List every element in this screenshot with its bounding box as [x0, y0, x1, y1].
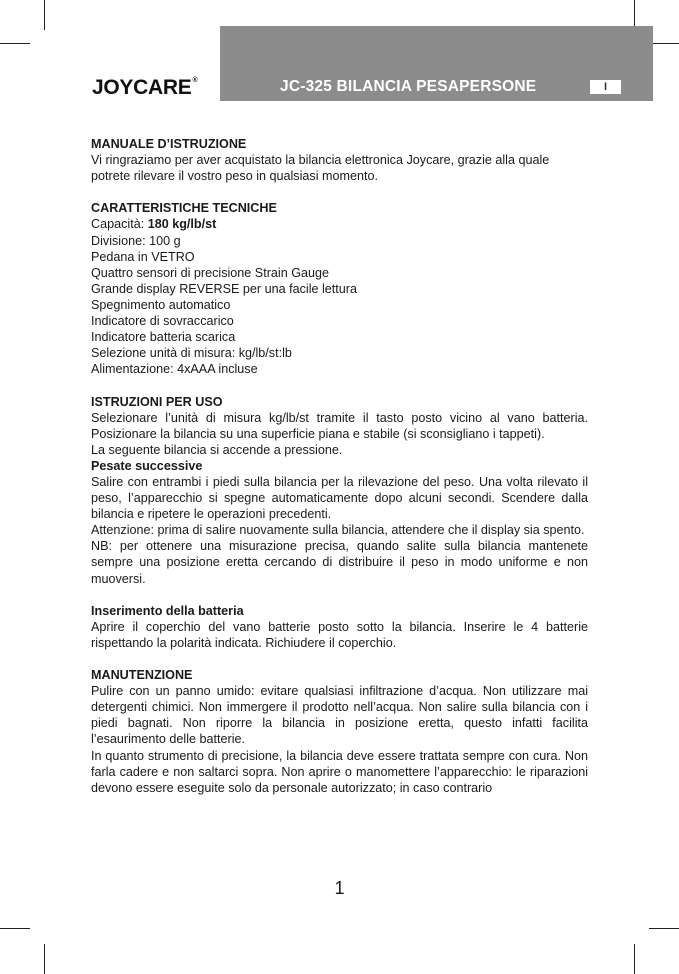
- section-heading: MANUTENZIONE: [91, 668, 193, 683]
- spec-item: Quattro sensori di precisione Strain Gauge: [91, 265, 330, 280]
- paragraph: Salire con entrambi i piedi sulla bilancia per la rilevazione del peso. Una volta rilevato il peso, l’apparecchio si spegne automaticamente dopo alcuni secondi. Scendere dalla bilancia e ripetere le operazioni precedenti.: [91, 474, 588, 522]
- spec-item: Indicatore batteria scarica: [91, 330, 236, 345]
- crop-mark: [634, 944, 635, 974]
- page-number: 1: [334, 878, 345, 898]
- spec-item: Selezione unità di misura: kg/lb/st:lb: [91, 346, 292, 361]
- paragraph: Selezionare l’unità di misura kg/lb/st tramite il tasto posto vicino al vano batteria. Posizionare la bilancia su una superficie piana e stabile (si sconsigliano i tappeti).: [91, 410, 588, 441]
- paragraph: La seguente bilancia si accende a pressione.: [91, 442, 343, 457]
- paragraph: In quanto strumento di precisione, la bilancia deve essere trattata sempre con cura. Non farla cadere e non saltarci sopra. Non aprire o manomettere l’apparecchio: le riparazioni devono essere eseguite solo da personale autorizzato; in caso contrario: [91, 748, 588, 795]
- crop-mark: [44, 944, 45, 974]
- manual-content: [91, 136, 588, 796]
- sub-heading: Pesate successive: [91, 458, 203, 473]
- crop-mark: [0, 928, 30, 929]
- crop-mark: [44, 0, 45, 30]
- spec-item: Divisione: 100 g: [91, 233, 181, 248]
- brand-logo: JOYCARE®: [92, 76, 198, 99]
- paragraph: Aprire il coperchio del vano batterie posto sotto la bilancia. Inserire le 4 batterie rispettando la polarità indicata. Richiudere il coperchio.: [91, 619, 588, 650]
- paragraph: Attenzione: prima di salire nuovamente sulla bilancia, attendere che il display sia spento.: [91, 523, 585, 538]
- crop-mark: [0, 43, 30, 44]
- crop-mark: [649, 928, 679, 929]
- language-badge: I: [590, 80, 621, 94]
- section-heading: CARATTERISTICHE TECNICHE: [91, 201, 277, 216]
- intro-paragraph: Vi ringraziamo per aver acquistato la bilancia elettronica Joycare, grazie alla quale potrete rilevare il vostro peso in qualsiasi momento.: [91, 153, 550, 184]
- crop-mark: [649, 43, 679, 44]
- spec-item: Spegnimento automatico: [91, 297, 231, 312]
- paragraph: Pulire con un panno umido: evitare qualsiasi infiltrazione d’acqua. Non utilizzare mai detergenti chimici. Non immergere il prodotto nell’acqua. Non salire sulla bilancia con i piedi bagnati. Non riporre la bilancia in posizione eretta, questo infatti facilita l’esaurimento delle batterie.: [91, 684, 588, 747]
- spec-item: Grande display REVERSE per una facile lettura: [91, 281, 358, 296]
- paragraph: NB: per ottenere una misurazione precisa, quando salite sulla bilancia mantenete sempre una posizione eretta cercando di distribuire il peso in modo uniforme e non muoversi.: [91, 539, 588, 586]
- document-title: JC-325 BILANCIA PESAPERSONE: [280, 78, 537, 95]
- spec-item: Indicatore di sovraccarico: [91, 314, 234, 329]
- section-heading: ISTRUZIONI PER USO: [91, 394, 223, 409]
- spec-item: Alimentazione: 4xAAA incluse: [91, 362, 258, 377]
- spec-item: Capacità: 180 kg/lb/st: [91, 217, 217, 232]
- spec-item: Pedana in VETRO: [91, 249, 195, 264]
- section-heading: Inserimento della batteria: [91, 603, 244, 618]
- section-heading: MANUALE D’ISTRUZIONE: [91, 137, 247, 151]
